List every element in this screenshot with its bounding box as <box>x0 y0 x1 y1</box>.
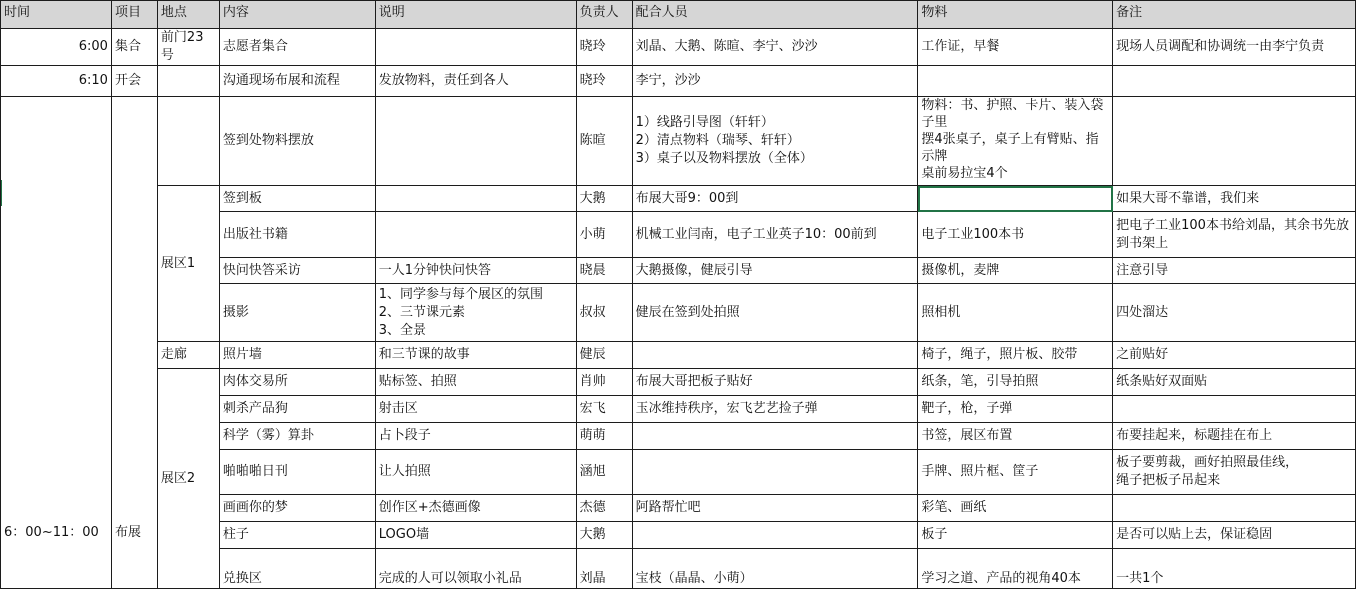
cell-notes[interactable]: 板子要剪裁，画好拍照最佳线， 绳子把板子吊起来 <box>1113 450 1356 495</box>
cell-desc[interactable] <box>375 212 576 258</box>
cell-item[interactable]: 集合 <box>111 29 157 66</box>
cell-place-zone1[interactable]: 展区1 <box>157 186 219 342</box>
cell-owner[interactable]: 小萌 <box>576 212 632 258</box>
cell-materials[interactable]: 椅子，绳子，照片板、胶带 <box>918 342 1113 369</box>
cell-item[interactable]: 开会 <box>111 66 157 97</box>
cell-desc[interactable] <box>375 29 576 66</box>
header-cell-materials[interactable]: 物料 <box>918 1 1113 29</box>
cell-place[interactable] <box>157 97 219 186</box>
cell-helpers[interactable] <box>632 450 918 495</box>
cell-notes[interactable] <box>1113 396 1356 423</box>
cell-notes[interactable]: 纸条贴好双面贴 <box>1113 369 1356 396</box>
cell-desc[interactable]: 占卜段子 <box>375 423 576 450</box>
cell-owner[interactable]: 肖帅 <box>576 369 632 396</box>
cell-owner[interactable]: 陈暄 <box>576 97 632 186</box>
cell-content[interactable]: 啪啪啪日刊 <box>219 450 375 495</box>
cell-time[interactable]: 6:00 <box>1 29 112 66</box>
cell-desc[interactable]: 让人拍照 <box>375 450 576 495</box>
cell-content[interactable]: 摄影 <box>219 284 375 342</box>
cell-desc[interactable]: 一人1分钟快问快答 <box>375 258 576 284</box>
cell-materials[interactable]: 纸条，笔，引导拍照 <box>918 369 1113 396</box>
cell-helpers[interactable]: 机械工业闫南，电子工业英子10：00前到 <box>632 212 918 258</box>
cell-content[interactable]: 肉体交易所 <box>219 369 375 396</box>
cell-item-setup[interactable]: 布展 <box>111 97 157 589</box>
cell-helpers[interactable] <box>632 522 918 549</box>
cell-helpers[interactable]: 健辰在签到处拍照 <box>632 284 918 342</box>
cell-materials[interactable]: 靶子，枪，子弹 <box>918 396 1113 423</box>
cell-notes[interactable]: 之前贴好 <box>1113 342 1356 369</box>
cell-desc[interactable]: 1、同学参与每个展区的氛围 2、三节课元素 3、全景 <box>375 284 576 342</box>
cell-materials[interactable]: 学习之道、产品的视角40本 <box>918 549 1113 589</box>
cell-helpers[interactable] <box>632 342 918 369</box>
cell-notes[interactable]: 把电子工业100本书给刘晶，其余书先放到书架上 <box>1113 212 1356 258</box>
cell-owner[interactable]: 涵旭 <box>576 450 632 495</box>
cell-notes[interactable]: 布要挂起来，标题挂在布上 <box>1113 423 1356 450</box>
cell-notes[interactable] <box>1113 66 1356 97</box>
cell-helpers[interactable]: 大鹅摄像，健辰引导 <box>632 258 918 284</box>
cell-desc[interactable]: 创作区+杰德画像 <box>375 495 576 522</box>
cell-helpers[interactable]: 阿路帮忙吧 <box>632 495 918 522</box>
cell-desc[interactable]: 和三节课的故事 <box>375 342 576 369</box>
cell-helpers[interactable]: 刘晶、大鹅、陈暄、李宁、沙沙 <box>632 29 918 66</box>
cell-desc[interactable] <box>375 97 576 186</box>
cell-notes[interactable] <box>1113 97 1356 186</box>
cell-notes[interactable]: 如果大哥不靠谱，我们来 <box>1113 186 1356 212</box>
cell-content[interactable]: 签到处物料摆放 <box>219 97 375 186</box>
cell-desc[interactable]: LOGO墙 <box>375 522 576 549</box>
header-cell-time[interactable]: 时间 <box>1 1 112 29</box>
cell-place-corridor[interactable]: 走廊 <box>157 342 219 369</box>
header-cell-owner[interactable]: 负责人 <box>576 1 632 29</box>
table-row <box>1 369 1356 396</box>
header-cell-helpers[interactable]: 配合人员 <box>632 1 918 29</box>
header-cell-desc[interactable]: 说明 <box>375 1 576 29</box>
selected-cell[interactable] <box>918 186 1113 212</box>
cell-owner[interactable]: 杰德 <box>576 495 632 522</box>
cell-content[interactable]: 兑换区 <box>219 549 375 589</box>
cell-materials[interactable]: 照相机 <box>918 284 1113 342</box>
cell-content[interactable]: 柱子 <box>219 522 375 549</box>
cell-owner[interactable]: 刘晶 <box>576 549 632 589</box>
cell-owner[interactable]: 宏飞 <box>576 396 632 423</box>
header-cell-content[interactable]: 内容 <box>219 1 375 29</box>
cell-materials[interactable]: 工作证，早餐 <box>918 29 1113 66</box>
cell-notes[interactable]: 现场人员调配和协调统一由李宁负责 <box>1113 29 1356 66</box>
cell-content[interactable]: 刺杀产品狗 <box>219 396 375 423</box>
table-row <box>1 342 1356 369</box>
cell-content[interactable]: 志愿者集合 <box>219 29 375 66</box>
cell-desc[interactable] <box>375 186 576 212</box>
cell-desc[interactable]: 贴标签、拍照 <box>375 369 576 396</box>
cell-owner[interactable]: 大鹅 <box>576 186 632 212</box>
cell-materials[interactable]: 摄像机，麦牌 <box>918 258 1113 284</box>
cell-content[interactable]: 出版社书籍 <box>219 212 375 258</box>
header-cell-place[interactable]: 地点 <box>157 1 219 29</box>
cell-owner[interactable]: 叔叔 <box>576 284 632 342</box>
table-row <box>1 97 1356 186</box>
cell-content[interactable]: 画画你的梦 <box>219 495 375 522</box>
table-row <box>1 186 1356 212</box>
cell-helpers[interactable]: 1）线路引导图（轩轩） 2）清点物料（瑞琴、轩轩） 3）桌子以及物料摆放（全体） <box>632 97 918 186</box>
cell-place[interactable] <box>157 66 219 97</box>
header-cell-notes[interactable]: 备注 <box>1113 1 1356 29</box>
cell-owner[interactable]: 大鹅 <box>576 522 632 549</box>
cell-materials[interactable]: 书签，展区布置 <box>918 423 1113 450</box>
cell-helpers[interactable]: 布展大哥把板子贴好 <box>632 369 918 396</box>
cell-helpers[interactable]: 布展大哥9：00到 <box>632 186 918 212</box>
cell-materials[interactable]: 手牌、照片框、筐子 <box>918 450 1113 495</box>
cell-materials[interactable]: 彩笔、画纸 <box>918 495 1113 522</box>
cell-content[interactable]: 签到板 <box>219 186 375 212</box>
cell-notes[interactable]: 是否可以贴上去，保证稳固 <box>1113 522 1356 549</box>
cell-notes[interactable]: 一共1个 <box>1113 549 1356 589</box>
cell-place[interactable]: 前门23号 <box>157 29 219 66</box>
cell-materials[interactable]: 电子工业100本书 <box>918 212 1113 258</box>
cell-materials[interactable] <box>918 66 1113 97</box>
cell-content[interactable]: 沟通现场布展和流程 <box>219 66 375 97</box>
cell-desc[interactable]: 发放物料，责任到各人 <box>375 66 576 97</box>
cell-desc[interactable]: 射击区 <box>375 396 576 423</box>
cell-desc[interactable]: 完成的人可以领取小礼品 <box>375 549 576 589</box>
cell-helpers[interactable]: 李宁，沙沙 <box>632 66 918 97</box>
table-row <box>1 66 1356 97</box>
cell-owner[interactable]: 健辰 <box>576 342 632 369</box>
header-cell-item[interactable]: 项目 <box>111 1 157 29</box>
cell-time-range[interactable]: 6：00~11：00 <box>1 97 112 589</box>
cell-helpers[interactable] <box>632 423 918 450</box>
table-row <box>1 29 1356 66</box>
cell-owner[interactable]: 晓玲 <box>576 66 632 97</box>
cell-owner[interactable]: 晓晨 <box>576 258 632 284</box>
cell-content[interactable]: 快问快答采访 <box>219 258 375 284</box>
cell-helpers[interactable]: 玉冰维持秩序，宏飞艺艺捡子弹 <box>632 396 918 423</box>
cell-time[interactable]: 6:10 <box>1 66 112 97</box>
cell-owner[interactable]: 萌萌 <box>576 423 632 450</box>
cell-notes[interactable]: 四处溜达 <box>1113 284 1356 342</box>
cell-content[interactable]: 照片墙 <box>219 342 375 369</box>
cell-content[interactable]: 科学（雾）算卦 <box>219 423 375 450</box>
cell-helpers[interactable]: 宝枝（晶晶、小萌） <box>632 549 918 589</box>
cell-notes[interactable]: 注意引导 <box>1113 258 1356 284</box>
cell-materials[interactable]: 物料：书、护照、卡片、装入袋子里 摆4张桌子，桌子上有臂贴、指示牌 桌前易拉宝4个 <box>918 97 1113 186</box>
cell-materials[interactable]: 板子 <box>918 522 1113 549</box>
cell-place-zone2[interactable]: 展区2 <box>157 369 219 589</box>
header-row <box>1 1 1356 29</box>
cell-owner[interactable]: 晓玲 <box>576 29 632 66</box>
cell-notes[interactable] <box>1113 495 1356 522</box>
